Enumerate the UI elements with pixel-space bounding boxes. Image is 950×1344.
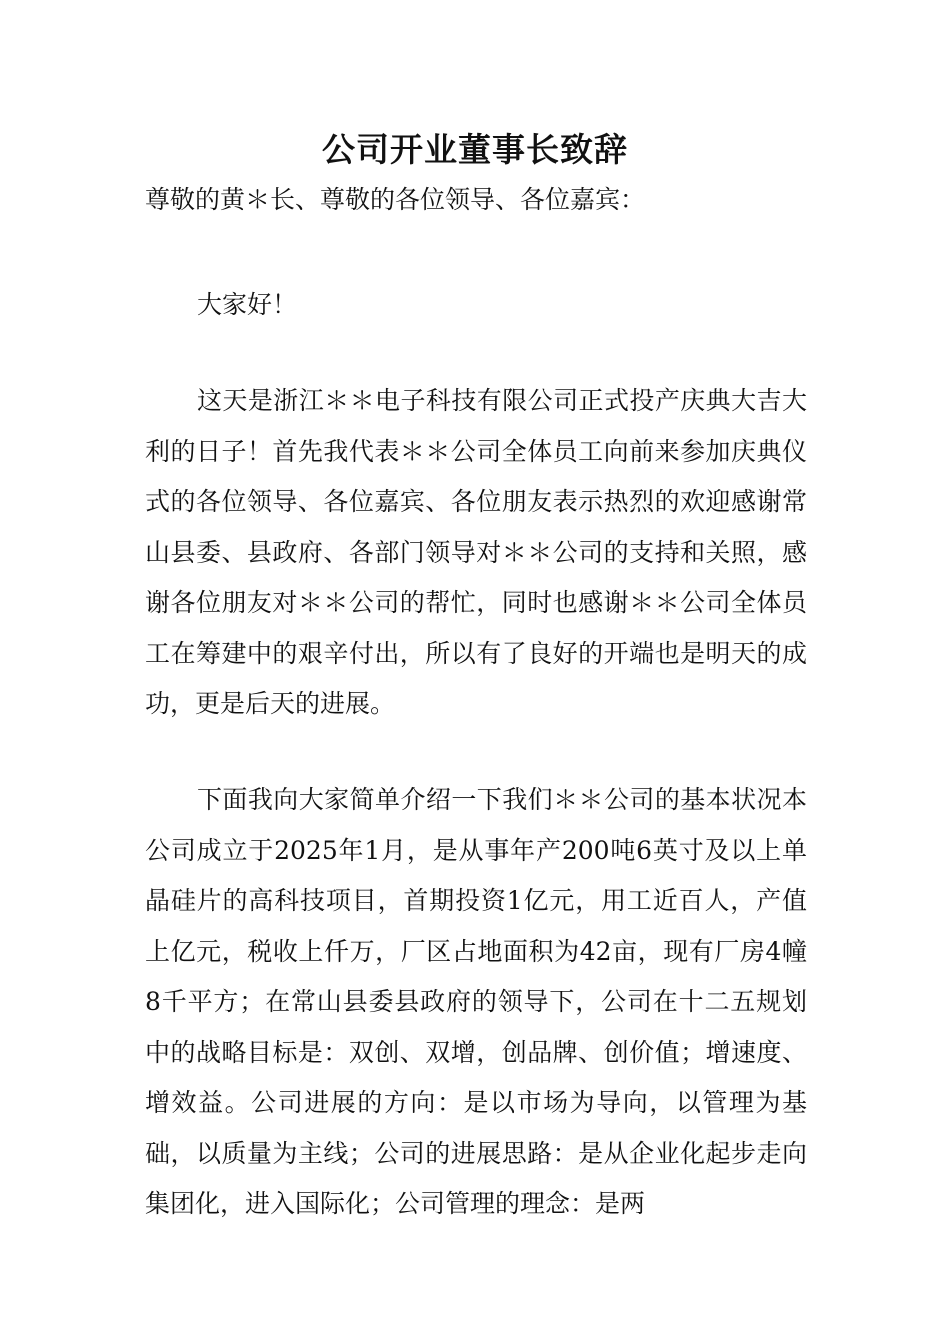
paragraph-greeting: 大家好！: [197, 290, 298, 319]
paragraph-company-intro: 下面我向大家简单介绍一下我们＊＊公司的基本状况本公司成立于2025年1月，是从事年产200吨6英寸及以上单晶硅片的高科技项目，首期投资1亿元，用工近百人，产值上亿元，税收上仟万，厂区占地面积为42亩，现有厂房4幢8千平方；在常山县委县政府的领导下，公司在十二五规划中的战略目标是：双创、双增，创品牌、创价值；增速度、增效益。公司进展的方向：是以市场为导向，以管理为基础，以质量为主线；公司的进展思路：是从企业化起步走向集团化，进入国际化；公司管理的理念：是两: [145, 785, 807, 1218]
document-title: 公司开业董事长致辞: [322, 130, 628, 169]
paragraph-opening: 这天是浙江＊＊电子科技有限公司正式投产庆典大吉大利的日子！首先我代表＊＊公司全体员工向前来参加庆典仪式的各位领导、各位嘉宾、各位朋友表示热烈的欢迎感谢常山县委、县政府、各部门领导对＊＊公司的支持和关照，感谢各位朋友对＊＊公司的帮忙，同时也感谢＊＊公司全体员工在筹建中的艰辛付出，所以有了良好的开端也是明天的成功，更是后天的进展。: [145, 386, 807, 718]
salutation: 尊敬的黄＊长、尊敬的各位领导、各位嘉宾：: [145, 185, 646, 214]
